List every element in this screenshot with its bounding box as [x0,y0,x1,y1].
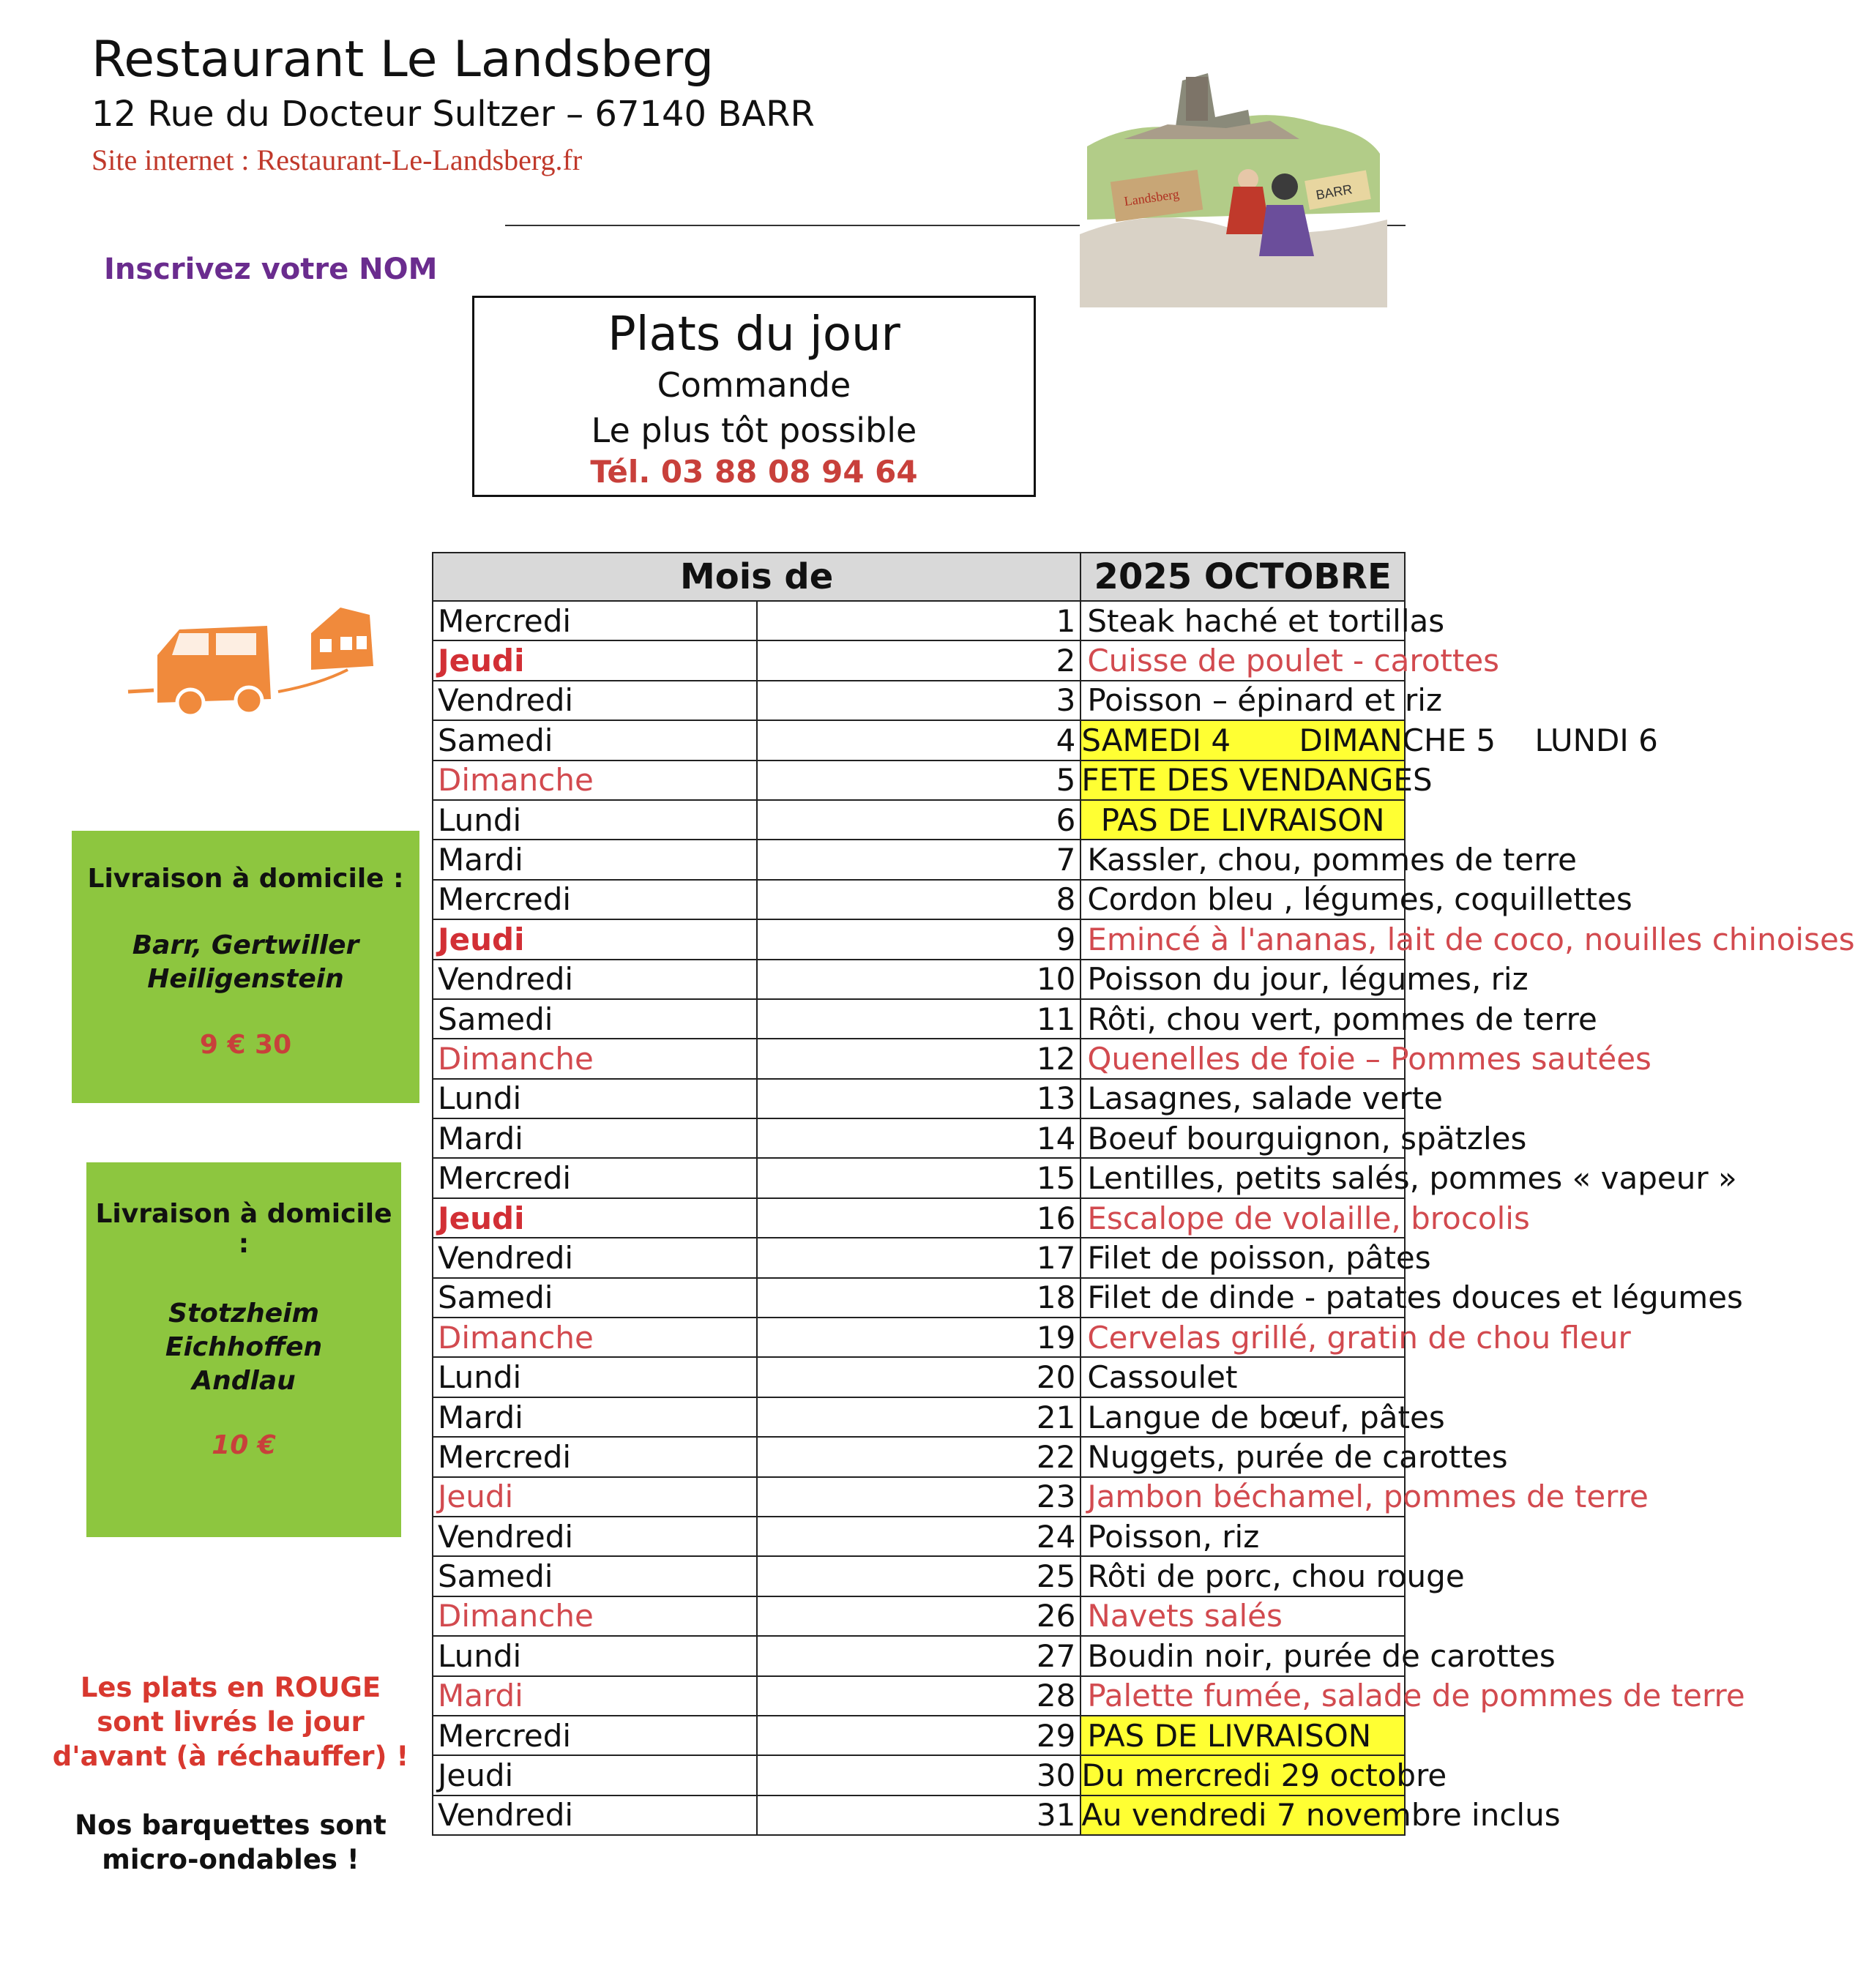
dish-cell: Lasagnes, salade verte [1080,1079,1405,1118]
dish-cell: SAMEDI 4 DIMANCHE 5 LUNDI 6 [1080,720,1405,760]
date-cell: 9 [757,919,1081,959]
dish-cell: Poisson du jour, légumes, riz [1080,960,1405,999]
table-row [433,1397,1405,1437]
table-row [433,1039,1405,1078]
table-row [433,1556,1405,1596]
delivery-zone-price: 10 € [212,1430,276,1460]
table-header-month: 2025 OCTOBRE [1080,553,1405,601]
dish-cell: Boudin noir, purée de carottes [1080,1636,1405,1675]
table-row [433,1517,1405,1556]
day-cell: Mardi [433,840,757,879]
day-cell: Vendredi [433,1238,757,1277]
table-row [433,1716,1405,1755]
red-dishes-note [44,1670,417,1774]
svg-text:Landsberg: Landsberg [1123,186,1181,209]
delivery-zone-town: Andlau [192,1366,296,1396]
table-row [433,1755,1405,1795]
day-cell: Vendredi [433,1517,757,1556]
table-row [433,1357,1405,1397]
day-cell: Dimanche [433,1039,757,1078]
date-cell: 17 [757,1238,1081,1277]
dish-cell: Cuisse de poulet - carottes [1080,640,1405,680]
day-cell: Mercredi [433,880,757,919]
order-box-line1: Commande [657,365,851,405]
menu-table [432,552,1855,1836]
table-row [433,1437,1405,1476]
day-cell: Jeudi [433,1477,757,1517]
date-cell: 18 [757,1278,1081,1318]
dish-cell: Nuggets, purée de carottes [1080,1437,1405,1476]
date-cell: 27 [757,1636,1081,1675]
delivery-zone-town: Heiligenstein [147,964,344,994]
day-cell: Vendredi [433,960,757,999]
dish-cell: Filet de dinde - patates douces et légumes [1080,1278,1405,1318]
date-cell: 29 [757,1716,1081,1755]
date-cell: 1 [757,601,1081,640]
note-line: Nos barquettes sont [75,1809,387,1841]
dish-cell: Boeuf bourguignon, spätzles [1080,1118,1405,1158]
day-cell: Samedi [433,720,757,760]
table-header-month-label: Mois de [433,553,1080,601]
dish-cell: Langue de bœuf, pâtes [1080,1397,1405,1437]
date-cell: 19 [757,1318,1081,1357]
table-row [433,601,1405,640]
date-cell: 6 [757,800,1081,840]
table-row [433,1318,1405,1357]
delivery-zone-heading: Livraison à domicile : [95,1199,392,1259]
delivery-zone-1 [72,831,419,1103]
date-cell: 23 [757,1477,1081,1517]
date-cell: 14 [757,1118,1081,1158]
day-cell: Mardi [433,1397,757,1437]
delivery-van-icon [128,604,399,725]
dish-cell: Poisson – épinard et riz [1080,681,1405,720]
order-box [472,296,1036,497]
table-row [433,840,1405,879]
delivery-zone-price: 9 € 30 [199,1030,292,1060]
dish-cell: PAS DE LIVRAISON [1080,800,1405,840]
table-row [433,1636,1405,1675]
day-cell: Mercredi [433,1158,757,1197]
table-row [433,1795,1405,1835]
day-cell: Jeudi [433,1198,757,1238]
date-cell: 4 [757,720,1081,760]
table-row [433,1158,1405,1197]
svg-text:BARR: BARR [1315,182,1354,203]
date-cell: 22 [757,1437,1081,1476]
date-cell: 20 [757,1357,1081,1397]
delivery-zone-town: Stotzheim [168,1298,319,1329]
delivery-zone-2 [86,1162,401,1537]
day-cell: Mercredi [433,1716,757,1755]
dish-cell: Cassoulet [1080,1357,1405,1397]
table-row [433,1198,1405,1238]
date-cell: 15 [757,1158,1081,1197]
table-row [433,800,1405,840]
date-cell: 31 [757,1795,1081,1835]
date-cell: 12 [757,1039,1081,1078]
table-row [433,1477,1405,1517]
dish-cell: Emincé à l'ananas, lait de coco, nouilles chinoises [1080,919,1405,959]
table-row [433,1676,1405,1716]
day-cell: Mardi [433,1676,757,1716]
note-line: d'avant (à réchauffer) ! [52,1741,409,1772]
dish-cell: Rôti de porc, chou rouge [1080,1556,1405,1596]
day-cell: Mercredi [433,601,757,640]
dish-cell: Au vendredi 7 novembre inclus [1080,1795,1405,1835]
day-cell: Jeudi [433,640,757,680]
house-icon [307,604,377,670]
date-cell: 3 [757,681,1081,720]
day-cell: Vendredi [433,681,757,720]
table-header-row [433,553,1405,601]
table-row [433,1079,1405,1118]
dish-cell: Steak haché et tortillas [1080,601,1405,640]
dish-cell: Cervelas grillé, gratin de chou fleur [1080,1318,1405,1357]
day-cell: Samedi [433,1556,757,1596]
day-cell: Dimanche [433,1596,757,1636]
note-line: micro-ondables ! [102,1844,359,1875]
dish-cell: Filet de poisson, pâtes [1080,1238,1405,1277]
table-row [433,1278,1405,1318]
date-cell: 26 [757,1596,1081,1636]
dish-cell: Rôti, chou vert, pommes de terre [1080,999,1405,1039]
dish-cell: Cordon bleu , légumes, coquillettes [1080,880,1405,919]
restaurant-address: 12 Rue du Docteur Sultzer – 67140 BARR [92,94,815,135]
date-cell: 21 [757,1397,1081,1437]
order-box-line2: Le plus tôt possible [591,411,917,450]
dish-cell: Kassler, chou, pommes de terre [1080,840,1405,879]
menu-body [433,601,1855,1835]
date-cell: 8 [757,880,1081,919]
table-row [433,999,1405,1039]
date-cell: 7 [757,840,1081,879]
delivery-zone-town: Eichhoffen [165,1332,323,1362]
date-cell: 16 [757,1198,1081,1238]
date-cell: 10 [757,960,1081,999]
table-row [433,1596,1405,1636]
order-box-phone[interactable]: Tél. 03 88 08 94 64 [590,454,918,490]
date-cell: 28 [757,1676,1081,1716]
castle-illustration [1080,51,1387,307]
order-box-title: Plats du jour [608,307,900,362]
website-text: Site internet : Restaurant-Le-Landsberg.fr [92,143,583,176]
date-cell: 25 [757,1556,1081,1596]
table-row [433,720,1405,760]
note-line: Les plats en ROUGE [80,1672,381,1703]
day-cell: Dimanche [433,761,757,800]
table-row [433,1238,1405,1277]
table-row [433,880,1405,919]
dish-cell: Du mercredi 29 octobre [1080,1755,1405,1795]
day-cell: Lundi [433,800,757,840]
day-cell: Mercredi [433,1437,757,1476]
table-row [433,1118,1405,1158]
dish-cell: PAS DE LIVRAISON [1080,1716,1405,1755]
day-cell: Lundi [433,1636,757,1675]
date-cell: 13 [757,1079,1081,1118]
day-cell: Samedi [433,999,757,1039]
restaurant-title: Restaurant Le Landsberg [92,31,714,89]
day-cell: Vendredi [433,1795,757,1835]
date-cell: 5 [757,761,1081,800]
day-cell: Dimanche [433,1318,757,1357]
dish-cell: Palette fumée, salade de pommes de terre [1080,1676,1405,1716]
table-row [433,960,1405,999]
table-row [433,640,1405,680]
dish-cell: Lentilles, petits salés, pommes « vapeur » [1080,1158,1405,1197]
table-row [433,919,1405,959]
date-cell: 30 [757,1755,1081,1795]
table-row [433,761,1405,800]
microwave-note [44,1808,417,1877]
delivery-zone-town: Barr, Gertwiller [132,930,359,960]
dish-cell: Escalope de volaille, brocolis [1080,1198,1405,1238]
day-cell: Lundi [433,1357,757,1397]
note-line: sont livrés le jour [97,1706,365,1738]
table-row [433,681,1405,720]
date-cell: 11 [757,999,1081,1039]
dish-cell: Poisson, riz [1080,1517,1405,1556]
day-cell: Lundi [433,1079,757,1118]
day-cell: Jeudi [433,919,757,959]
date-cell: 2 [757,640,1081,680]
day-cell: Samedi [433,1278,757,1318]
dish-cell: FETE DES VENDANGES [1080,761,1405,800]
dish-cell: Jambon béchamel, pommes de terre [1080,1477,1405,1517]
day-cell: Mardi [433,1118,757,1158]
dish-cell: Navets salés [1080,1596,1405,1636]
date-cell: 24 [757,1517,1081,1556]
day-cell: Jeudi [433,1755,757,1795]
delivery-zone-heading: Livraison à domicile : [87,864,404,894]
sign-name-instruction: Inscrivez votre NOM [104,253,438,286]
dish-cell: Quenelles de foie – Pommes sautées [1080,1039,1405,1078]
